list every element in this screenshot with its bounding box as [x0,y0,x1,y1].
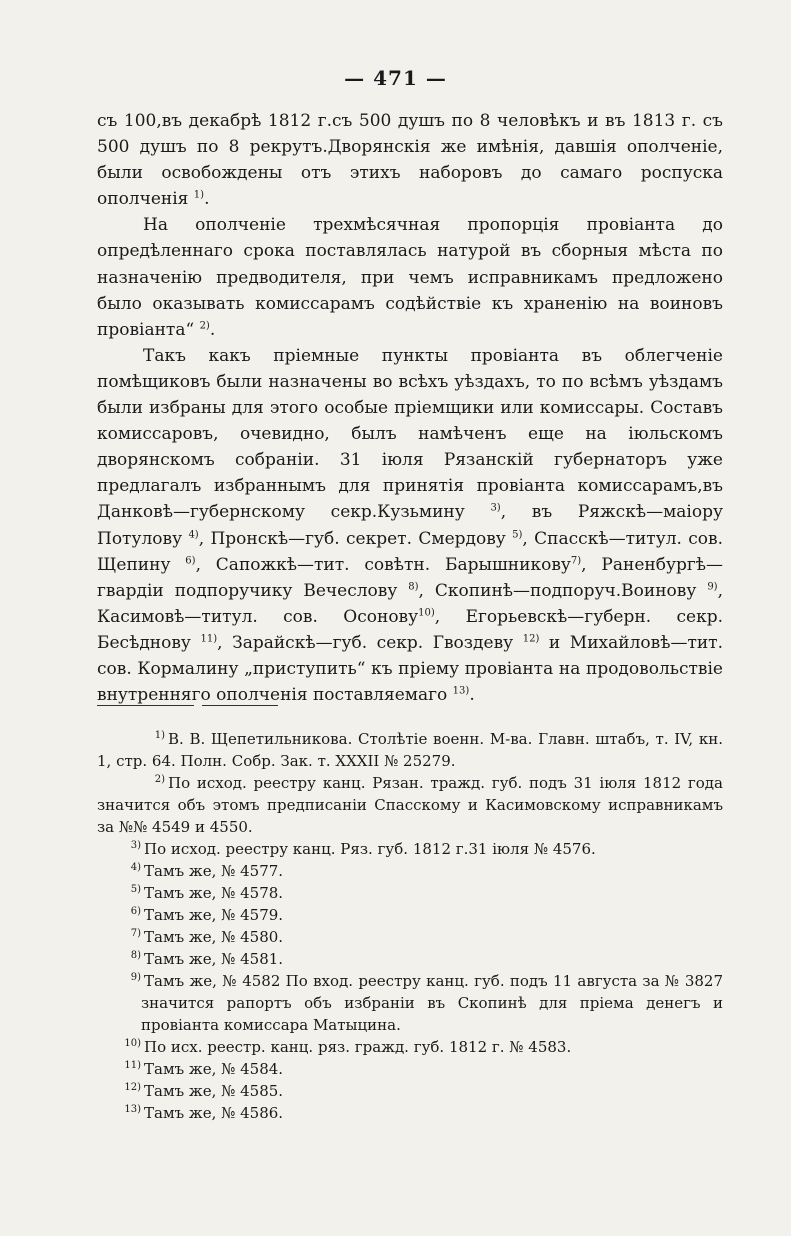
footnote-ref: 1) [193,189,205,201]
footnote-text: Тамъ же, № 4577. [144,862,284,880]
footnote: 4) Тамъ же, № 4577. [130,862,284,880]
footnote-ref: 6) [185,554,196,566]
text-run: На ополченіе трехмѣсячная пропорція провіанта до опредѣленнаго срока поставлялась натурой въ сборныя мѣста по назначенію предводителя, при чемъ исправникамъ предложено было оказывать комиссарамъ содѣйствіе къ храненію на воиновъ провіанта“ [97,215,723,340]
footnote-text: В. В. Щепетильникова. Столѣтіе военн. М-ва. Главн. штабъ, т. IV, кн. 1, стр. 64. Полн. Собр. Зак. т. XXXII № 25279. [97,730,723,770]
paragraph [97,212,723,342]
main-text [97,108,723,708]
footnote-ref: 7) [570,554,582,566]
footnote-text: По исх. реестр. канц. ряз. гражд. губ. 1812 г. № 4583. [144,1038,572,1056]
text-run: , Сапожкѣ—тит. совѣтн. Барышникову [195,554,571,575]
footnotes [97,728,723,1124]
footnote-ref: 10) [418,607,435,619]
footnote-text: Тамъ же, № 4579. [144,906,284,924]
footnote-ref: 11) [200,633,218,645]
text-run: Такъ какъ пріемные пункты провіанта въ облегченіе помѣщиковъ были назначены во всѣхъ уѣздахъ, то по всѣмъ уѣздамъ были избраны для этого особые пріемщики или комиссары. Составъ комиссаровъ, очевидно, былъ намѣченъ еще на іюльскомъ дворянскомъ собраніи. 31 іюля Рязанскій губернаторъ уже предлагалъ избраннымъ для принятія провіанта комиссарамъ,въ Данковѣ—губернскому секр.Кузьмину [97,345,723,523]
footnote-ref: 4) [188,528,199,540]
footnote-text: Тамъ же, № 4580. [144,928,284,946]
footnote-ref: 8) [408,581,419,593]
footnote: 10) По исх. реестр. канц. ряз. гражд. губ. 1812 г. № 4583. [124,1038,572,1056]
footnote-ref: 3) [490,502,501,514]
footnote: 13) Тамъ же, № 4586. [124,1104,284,1122]
text-run: , въ Ряжскѣ—маіору Потулову [97,502,723,549]
footnote-divider [202,705,278,706]
text-run: и Михайловѣ—тит. сов. Кормалину „приступить“ къ пріему провіанта на продовольствіе внутренняго ополченія поставляемаго [97,632,723,706]
footnote-text: Тамъ же, № 4584. [144,1060,284,1078]
footnote-text: Тамъ же, № 4578. [144,884,284,902]
footnote: 1) В. В. Щепетильникова. Столѣтіе военн. М-ва. Главн. штабъ, т. IV, кн. 1, стр. 64. Полн. Собр. Зак. т. XXXII № 25279. [97,730,723,770]
footnote: 6) Тамъ же, № 4579. [130,906,284,924]
page-number: — 471 — [344,66,447,90]
text-run: , Скопинѣ—подпоруч.Воинову [418,580,708,601]
footnote-ref: 13) [452,685,470,697]
footnote-text: Тамъ же, № 4582 По вход. реестру канц. губ. подъ 11 августа за № 3827 значится рапортъ объ избраніи въ Скопинѣ для пріема денегъ и провіанта комиссара Матыцина. [141,972,723,1034]
text-run: . [209,319,216,340]
footnote: 8) Тамъ же, № 4581. [130,950,284,968]
paragraph [97,108,723,212]
footnote-text: Тамъ же, № 4585. [144,1082,284,1100]
footnote-text: Тамъ же, № 4581. [144,950,284,968]
text-run: съ 100,въ декабрѣ 1812 г.съ 500 душъ по 8 человѣкъ и въ 1813 г. съ 500 душъ по 8 рекрутъ.Дворянскія же имѣнія, давшія ополченіе, были освобождены отъ этихъ наборовъ до самаго роспуска ополченія [97,111,723,210]
text-run: , Егорьевскѣ—губерн. секр. Бесѣднову [97,606,723,653]
footnote-ref: 2) [199,320,210,332]
footnote-ref: 5) [512,528,523,540]
footnote: 12) Тамъ же, № 4585. [124,1082,284,1100]
footnote-text: По исход. реестру канц. Ряз. губ. 1812 г.31 іюля № 4576. [144,840,596,858]
footnote-text: Тамъ же, № 4586. [144,1104,284,1122]
footnote: 3) По исход. реестру канц. Ряз. губ. 1812 г.31 іюля № 4576. [130,840,596,858]
text-run: , Касимовѣ—титул. сов. Осонову [97,580,723,627]
footnote-ref: 9) [707,581,718,593]
footnote: 11) Тамъ же, № 4584. [124,1060,284,1078]
footnote-text: По исход. реестру канц. Рязан. тражд. губ. подъ 31 іюля 1812 года значится объ этомъ предписаніи Спасскому и Касимовскому исправникамъ за №№ 4549 и 4550. [97,774,723,836]
footnote: 2) По исход. реестру канц. Рязан. тражд. губ. подъ 31 іюля 1812 года значится объ этомъ предписаніи Спасскому и Касимовскому исправникамъ за №№ 4549 и 4550. [97,774,723,836]
text-run: . [469,685,475,706]
footnote: 7) Тамъ же, № 4580. [130,928,284,946]
text-run: , Пронскѣ—губ. секрет. Смердову [198,528,513,549]
footnote: 9) Тамъ же, № 4582 По вход. реестру канц. губ. подъ 11 августа за № 3827 значится рапортъ объ избраніи въ Скопинѣ для пріема денегъ и провіанта комиссара Матыцина. [130,972,723,1034]
text-run: , Раненбургѣ—гвардіи подпоручику Вечеслову [97,554,723,601]
paragraph [97,343,723,708]
footnote-ref: 12) [522,633,540,645]
text-run: , Спасскѣ—титул. сов. Щепину [97,528,723,575]
footnote-divider [97,705,194,706]
footnote: 5) Тамъ же, № 4578. [130,884,284,902]
text-run: . [204,189,210,210]
text-run: , Зарайскѣ—губ. секр. Гвоздеву [217,632,523,653]
